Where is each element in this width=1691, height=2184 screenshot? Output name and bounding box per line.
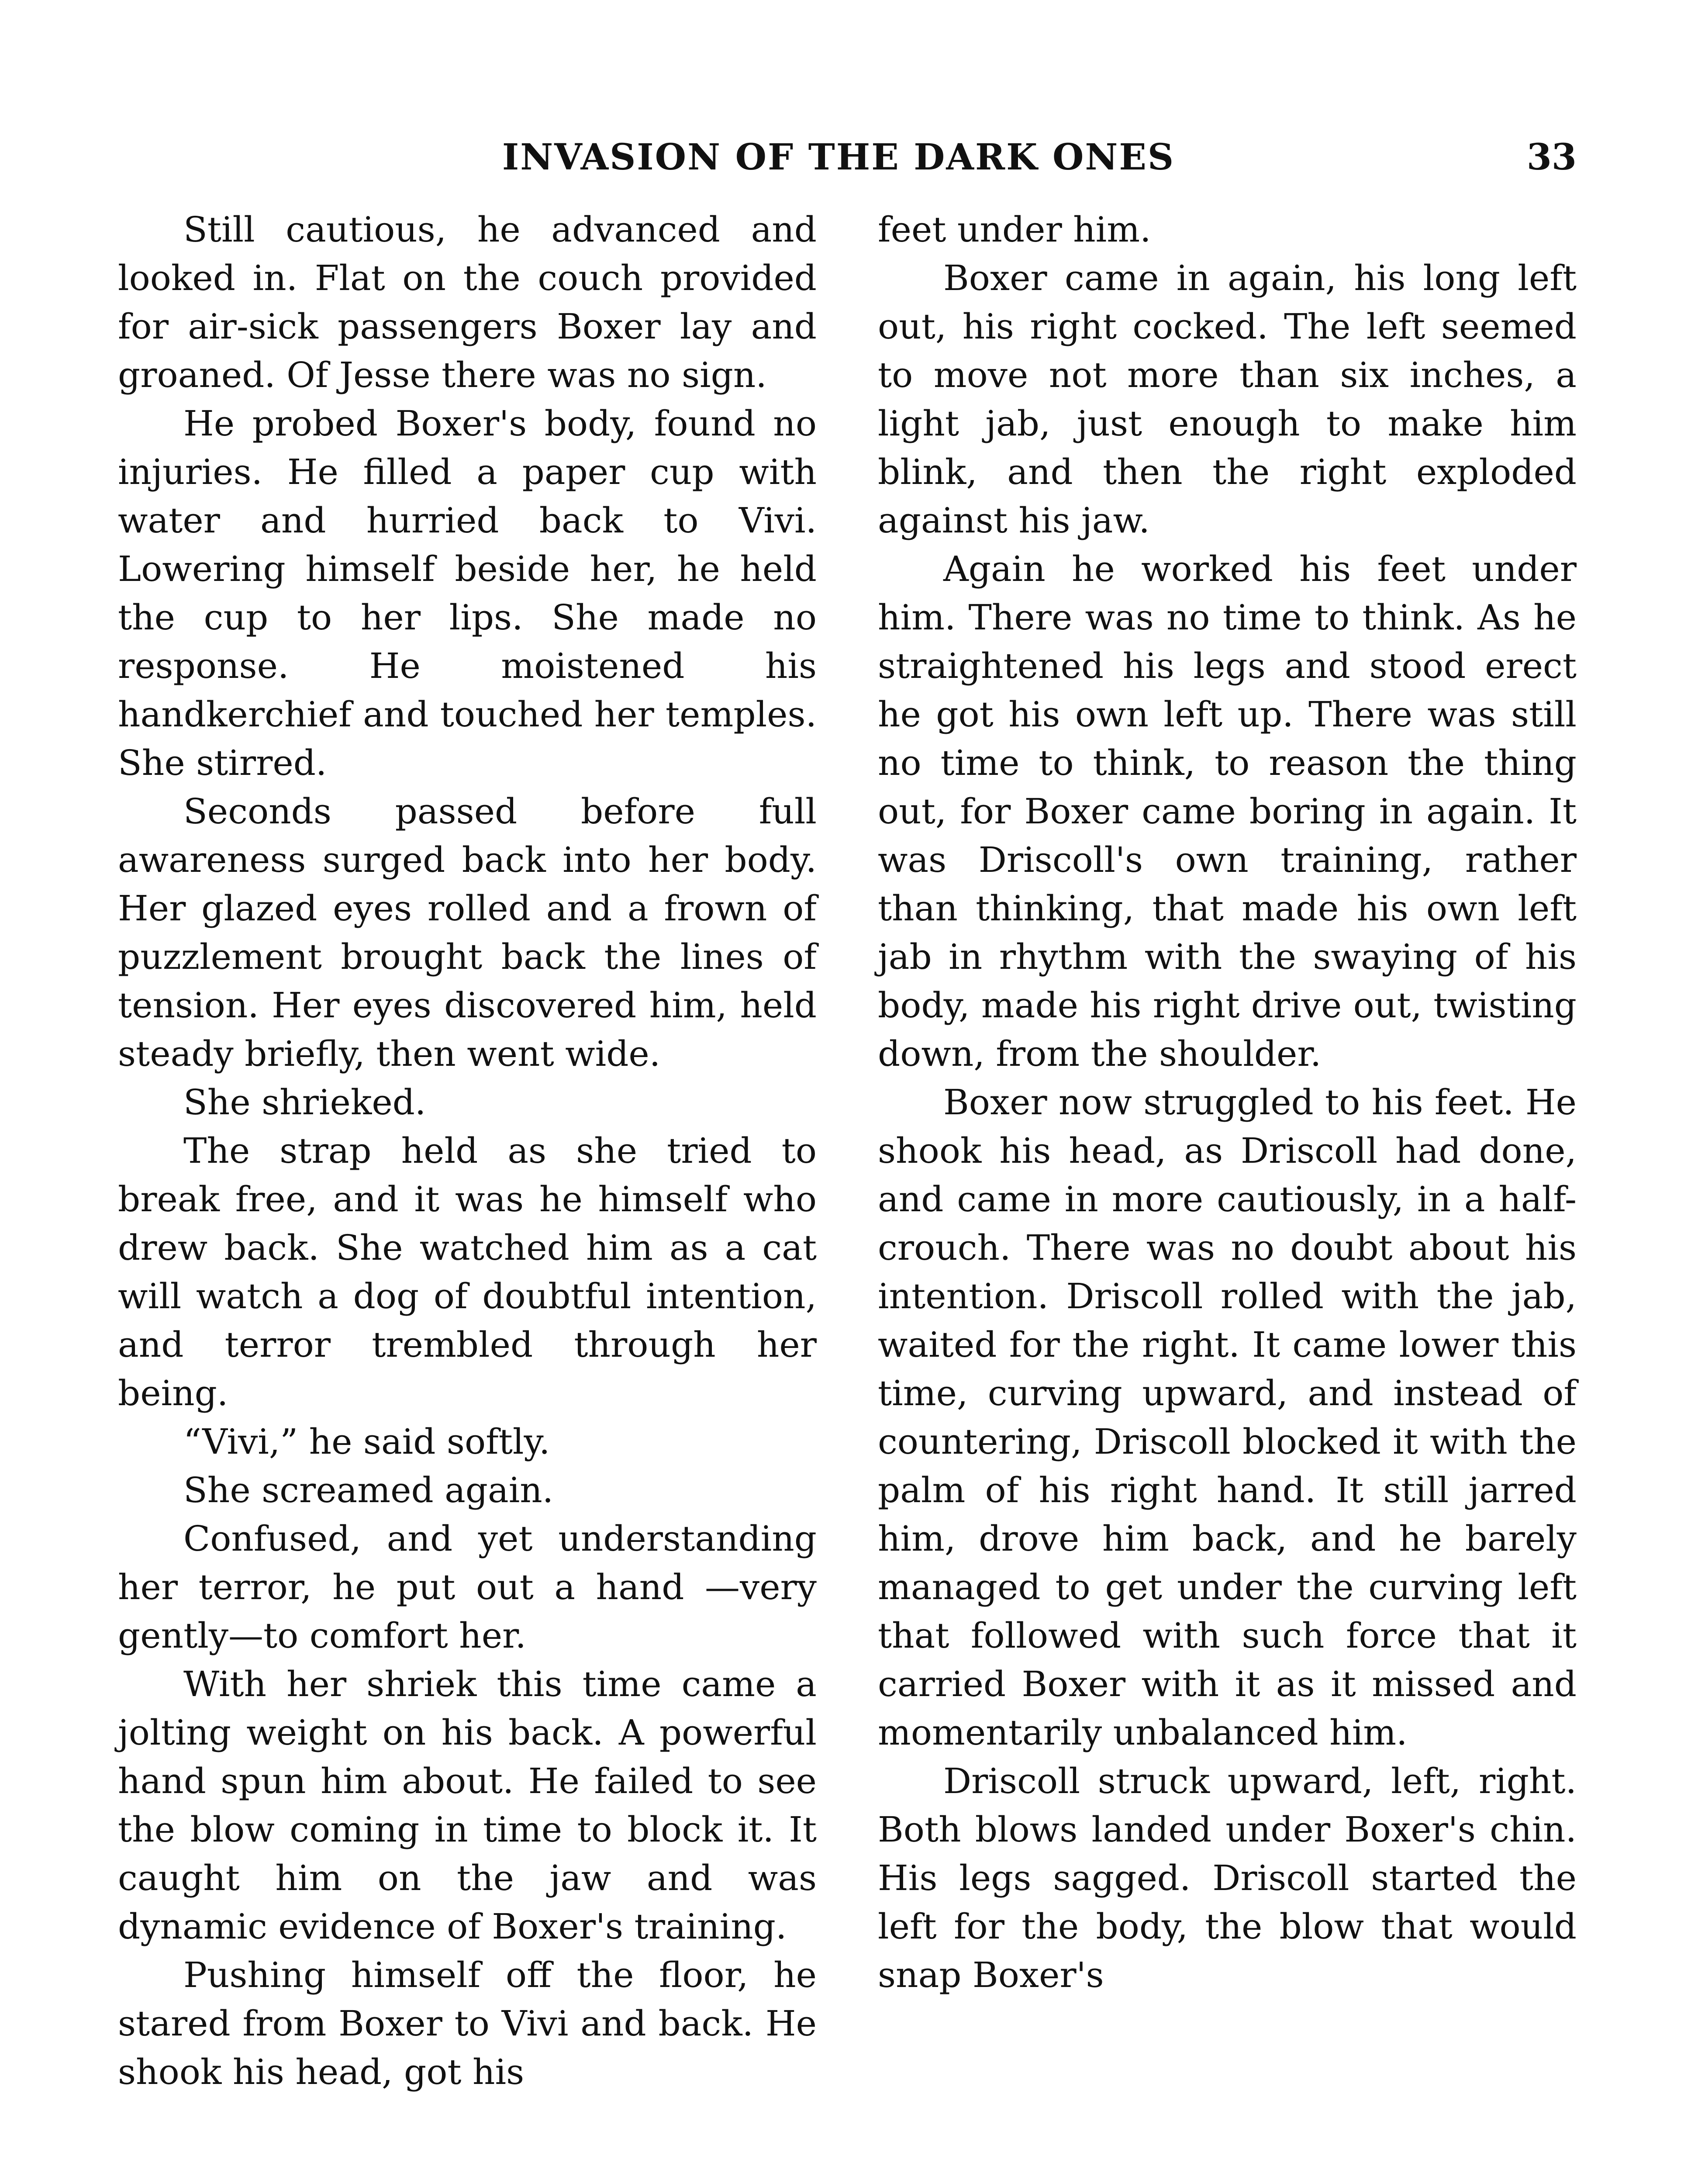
page-number: 33 [1526, 136, 1577, 178]
paragraph: Boxer now struggled to his feet. He shook his head, as Driscoll had done, and came in more cautiously, in a half-crouch. There was no doubt about his intention. Driscoll rolled with the jab, waited for the right. It came lower this time, curving upward, and instead of countering, Driscoll blocked it with the palm of his right hand. It still jarred him, drove him back, and he barely managed to get under the curving left that followed with such force that it carried Boxer with it as it missed and momentarily unbalanced him. [878, 1082, 1577, 1753]
paragraph: With her shriek this time came a jolting weight on his back. A powerful hand spun him about. He failed to see the blow coming in time to block it. It caught him on the jaw and was dynamic evidence of Boxer's training. [118, 1664, 817, 1947]
paragraph: Seconds passed before full awareness surged back into her body. Her glazed eyes rolled and a frown of puzzlement brought back the lines of tension. Her eyes discovered him, held steady briefly, then went wide. [118, 791, 817, 1074]
paragraph: He probed Boxer's body, found no injuries. He filled a paper cup with water and hurried back to Vivi. Lowering himself beside her, he held the cup to her lips. She made no response. He moistened his handkerchief and touched her temples. She stirred. [118, 403, 817, 783]
paragraph: Pushing himself off the floor, he stared from Boxer to Vivi and back. He shook his head, got his [118, 1955, 817, 2092]
right-column [878, 205, 1577, 1999]
paragraph: Boxer came in again, his long left out, his right cocked. The left seemed to move not more than six inches, a light jab, just enough to make him blink, and then the right exploded against his jaw. [878, 258, 1577, 541]
paragraph: The strap held as she tried to break free, and it was he himself who drew back. She watched him as a cat will watch a dog of doubtful intention, and terror trembled through her being. [118, 1130, 817, 1413]
paragraph: Driscoll struck upward, left, right. Both blows landed under Boxer's chin. His legs sagged. Driscoll started the left for the body, the blow that would snap Boxer's [878, 1761, 1577, 1995]
paragraph: She shrieked. [183, 1082, 426, 1123]
paragraph-continuation: feet under him. [878, 209, 1151, 250]
running-head [118, 127, 1585, 188]
paragraph: Confused, and yet understanding her terror, he put out a hand —very gently—to comfort her. [118, 1518, 817, 1656]
paragraph: “Vivi,” he said softly. [183, 1421, 550, 1462]
paragraph: Still cautious, he advanced and looked in. Flat on the couch provided for air-sick passengers Boxer lay and groaned. Of Jesse there was no sign. [118, 209, 817, 395]
left-column [118, 205, 817, 2096]
running-title: INVASION OF THE DARK ONES [502, 136, 1175, 178]
paragraph: She screamed again. [183, 1470, 554, 1510]
paragraph: Again he worked his feet under him. There was no time to think. As he straightened his legs and stood erect he got his own left up. There was still no time to think, to reason the thing out, for Boxer came boring in again. It was Driscoll's own training, rather than thinking, that made his own left jab in rhythm with the swaying of his body, made his right drive out, twisting down, from the shoulder. [878, 549, 1577, 1074]
